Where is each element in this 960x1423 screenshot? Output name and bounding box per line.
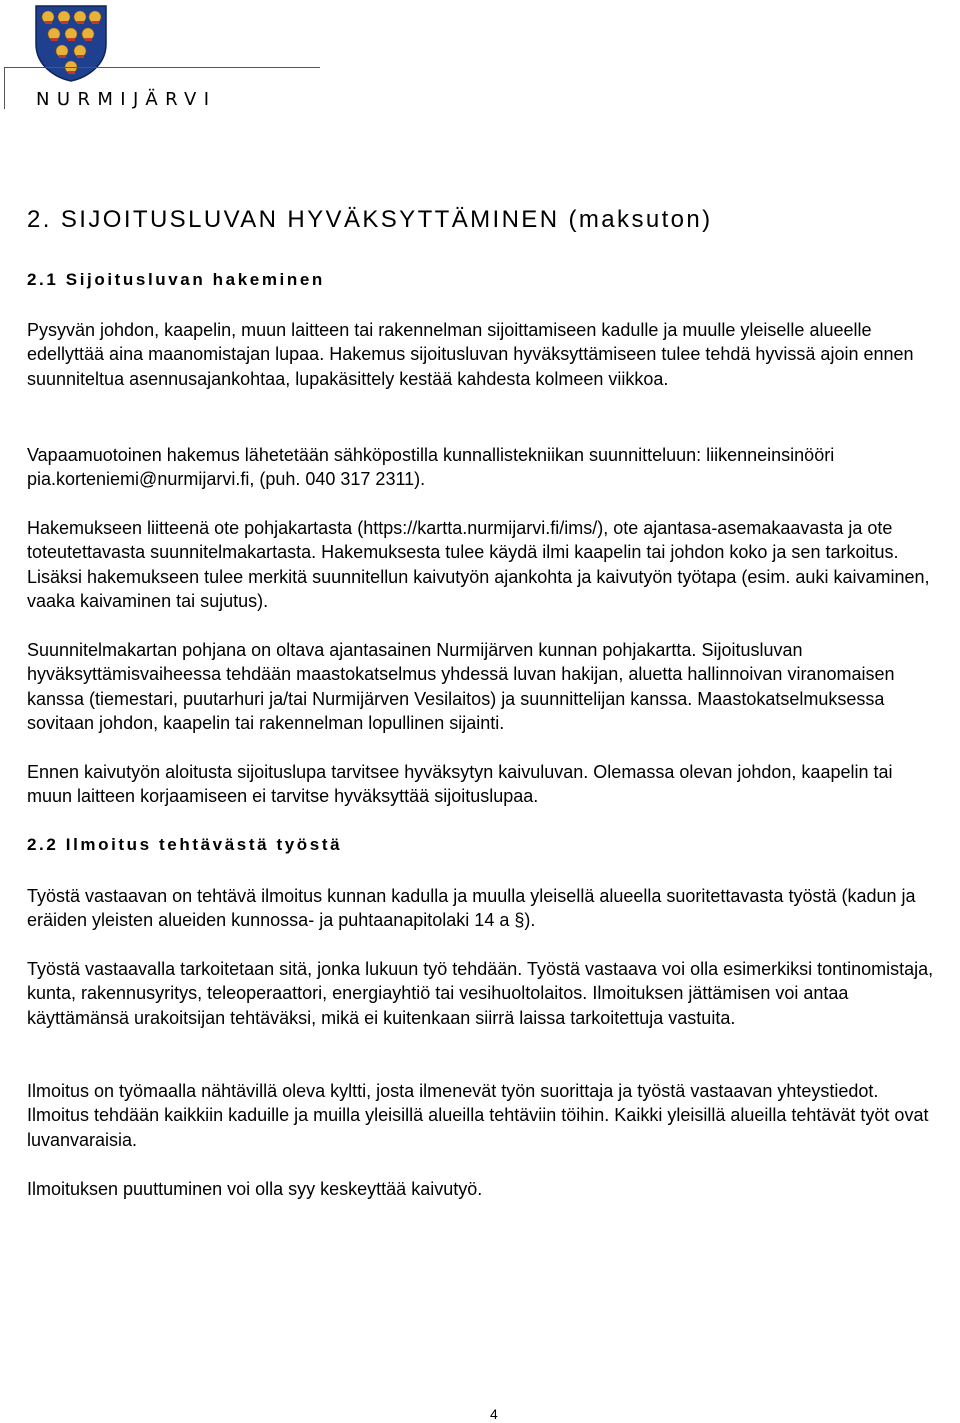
paragraph: Pysyvän johdon, kaapelin, muun laitteen tai rakennelman sijoittamiseen kadulle ja muulle yleiselle alueelle edellyttää aina maanomistajan lupaa. Hakemus sijoitusluvan hyväksyttämiseen tulee tehdä hyvissä ajoin ennen suunniteltua asennusajankohtaa, lupakäsittely kestää kahdesta kolmeen viikkoa. [27, 320, 914, 389]
logo-wordmark: NURMIJÄRVI [36, 89, 217, 110]
paragraph: Ennen kaivutyön aloitusta sijoituslupa tarvitsee hyväksytyn kaivuluvan. Olemassa olevan johdon, kaapelin tai muun laitteen korjaamiseen ei tarvitse hyväksyttää sijoituslupaa. [27, 762, 893, 807]
paragraph: Hakemukseen liitteenä ote pohjakartasta (https://kartta.nurmijarvi.fi/ims/), ote ajantasa-asemakaavasta ja ote toteutettavasta suunnitelmakartasta. Hakemuksesta tulee käydä ilmi kaapelin tai johdon koko ja sen tarkoitus. Lisäksi hakemukseen tulee merkitä suunnitellun kaivutyön ajankohta ja kaivutyön työtapa (esim. auki kaivaminen, vaaka kaivaminen tai sujutus). [27, 518, 930, 612]
logo-divider-vertical [4, 67, 5, 109]
paragraph: Työstä vastaavan on tehtävä ilmoitus kunnan kadulla ja muulla yleisellä alueella suoritettavasta työstä (kadun ja eräiden yleisten alueiden kunnossa- ja puhtaanapitolaki 14 a §). [27, 886, 916, 931]
paragraph: Suunnitelmakartan pohjana on oltava ajantasainen Nurmijärven kunnan pohjakartta. Sijoitusluvan hyväksyttämisvaiheessa tehdään maastokatselmus yhdessä luvan hakijan, aluetta hallinnoivan viranomaisen kanssa (tiemestari, puutarhuri ja/tai Nurmijärven Vesilaitos) ja suunnittelijan kanssa. Maastokatselmuksessa sovitaan johdon, kaapelin tai rakennelman lopullinen sijainti. [27, 640, 895, 734]
subsection-title-2-2: 2.2 Ilmoitus tehtävästä työstä [27, 835, 343, 854]
page-number: 4 [490, 1406, 498, 1422]
paragraph: Työstä vastaavalla tarkoitetaan sitä, jonka lukuun työ tehdään. Työstä vastaava voi olla esimerkiksi tontinomistaja, kunta, rakennusyritys, teleoperaattori, energiayhtiö tai vesihuoltolaitos. Ilmoituksen jättämisen voi antaa käyttämänsä urakoitsijan tehtäväksi, mikä ei kuitenkaan siirrä laissa tarkoitettuja vastuita. [27, 959, 934, 1028]
logo-divider-horizontal [4, 67, 320, 68]
paragraph: Ilmoituksen puuttuminen voi olla syy keskeyttää kaivutyö. [27, 1179, 483, 1199]
subsection-title-2-1: 2.1 Sijoitusluvan hakeminen [27, 270, 325, 289]
section-title: 2. SIJOITUSLUVAN HYVÄKSYTTÄMINEN (maksuton) [27, 206, 713, 233]
municipality-logo [0, 0, 320, 115]
paragraph: Ilmoitus on työmaalla nähtävillä oleva kyltti, josta ilmenevät työn suorittaja ja työstä vastaavan yhteystiedot. Ilmoitus tehdään kaikkiin kaduille ja muilla yleisillä alueilla tehtäviin töihin. Kaikki yleisillä alueilla tehtävät työt ovat luvanvaraisia. [27, 1081, 929, 1150]
paragraph: Vapaamuotoinen hakemus lähetetään sähköpostilla kunnallistekniikan suunnitteluun: liikenneinsinööri pia.korteniemi@nurmijarvi.fi, (puh. 040 317 2311). [27, 445, 835, 490]
coat-of-arms-icon [34, 4, 108, 82]
